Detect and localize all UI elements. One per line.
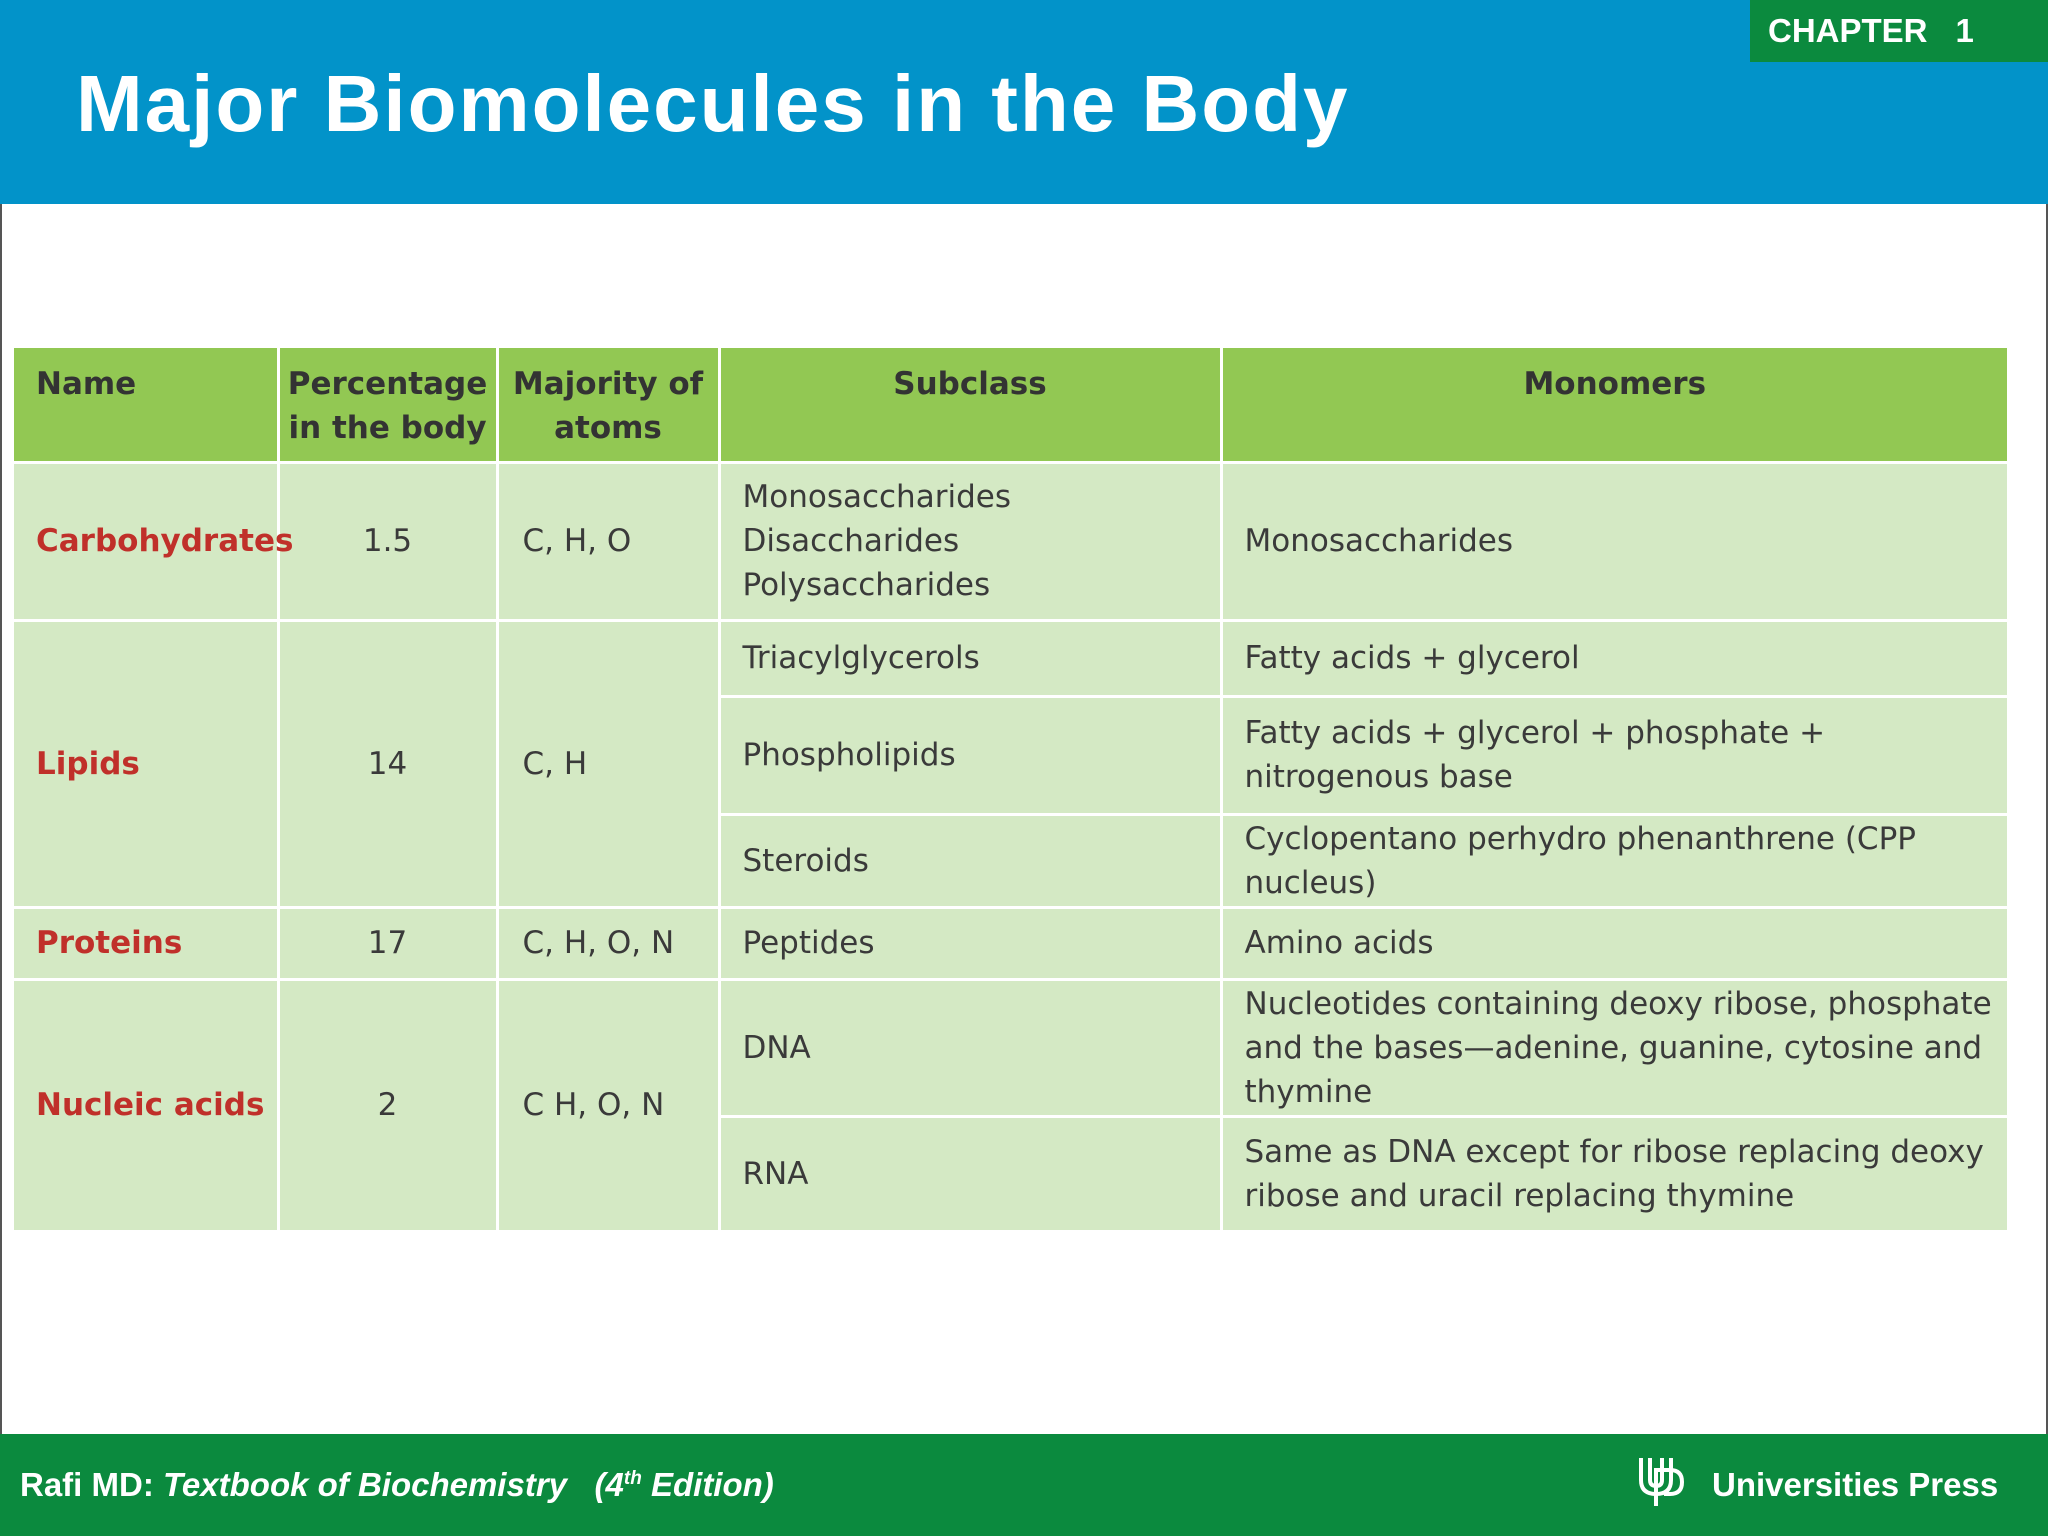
subclass-item: Disaccharides <box>742 523 960 559</box>
row-atoms: C, H, O, N <box>497 907 719 979</box>
slide-border-left <box>0 204 2 1434</box>
header-subclass: Subclass <box>719 348 1221 462</box>
publisher-name: Universities Press <box>1712 1465 1999 1503</box>
row-monomers: Fatty acids + glycerol <box>1221 620 2007 696</box>
citation-book-title: Textbook of Biochemistry <box>163 1466 568 1503</box>
header-percentage-line1: Percentage <box>287 366 488 402</box>
row-subclass: Phospholipids <box>719 696 1221 814</box>
header-percentage-line2: in the body <box>288 410 487 446</box>
chapter-badge <box>1750 0 2048 62</box>
table-row <box>14 620 2007 696</box>
row-subclass: RNA <box>719 1116 1221 1230</box>
citation-edition <box>576 1466 774 1503</box>
header-percentage <box>278 348 497 462</box>
up-logo-icon <box>1636 1454 1686 1515</box>
header-monomers: Monomers <box>1221 348 2007 462</box>
row-monomers: Amino acids <box>1221 907 2007 979</box>
edition-open: (4 <box>594 1466 624 1503</box>
row-percentage: 2 <box>278 979 497 1230</box>
row-monomers: Nucleotides containing deoxy ribose, phosphate and the bases—adenine, guanine, cytosine and thymine <box>1221 979 2007 1116</box>
row-name-carbohydrates: Carbohydrates <box>14 462 278 620</box>
header-name: Name <box>14 348 278 462</box>
row-monomers: Cyclopentano perhydro phenanthrene (CPP nucleus) <box>1221 814 2007 907</box>
row-subclass: Triacylglycerols <box>719 620 1221 696</box>
edition-close: Edition) <box>641 1466 774 1503</box>
header-atoms-line2: atoms <box>554 410 662 446</box>
subclass-item: Polysaccharides <box>742 567 991 603</box>
book-citation <box>20 1466 774 1504</box>
header-atoms-line1: Majority of <box>512 366 704 402</box>
page-title: Major Biomolecules in the Body <box>76 59 1350 148</box>
biomolecule-table <box>14 348 2007 1230</box>
header-bar <box>0 0 2048 204</box>
row-name-lipids: Lipids <box>14 620 278 907</box>
table-header-row <box>14 348 2007 462</box>
publisher <box>1636 1454 1998 1515</box>
edition-sup: th <box>623 1468 642 1489</box>
row-monomers: Fatty acids + glycerol + phosphate + nitrogenous base <box>1221 696 2007 814</box>
chapter-number: 1 <box>1955 12 1974 49</box>
header-atoms <box>497 348 719 462</box>
citation-author: Rafi MD: <box>20 1466 154 1503</box>
subclass-item: Monosaccharides <box>742 479 1011 515</box>
table-row <box>14 907 2007 979</box>
row-subclass: Steroids <box>719 814 1221 907</box>
table-row <box>14 462 2007 620</box>
row-subclass: DNA <box>719 979 1221 1116</box>
row-name-nucleic-acids: Nucleic acids <box>14 979 278 1230</box>
row-monomers: Monosaccharides <box>1221 462 2007 620</box>
row-subclass: Peptides <box>719 907 1221 979</box>
row-monomers: Same as DNA except for ribose replacing deoxy ribose and uracil replacing thymine <box>1221 1116 2007 1230</box>
footer-bar <box>0 1434 2048 1536</box>
row-percentage: 1.5 <box>278 462 497 620</box>
row-atoms: C H, O, N <box>497 979 719 1230</box>
row-percentage: 17 <box>278 907 497 979</box>
row-atoms: C, H, O <box>497 462 719 620</box>
row-atoms: C, H <box>497 620 719 907</box>
row-name-proteins: Proteins <box>14 907 278 979</box>
table-row <box>14 979 2007 1116</box>
row-subclass <box>719 462 1221 620</box>
chapter-label: CHAPTER <box>1768 12 1928 49</box>
row-percentage: 14 <box>278 620 497 907</box>
